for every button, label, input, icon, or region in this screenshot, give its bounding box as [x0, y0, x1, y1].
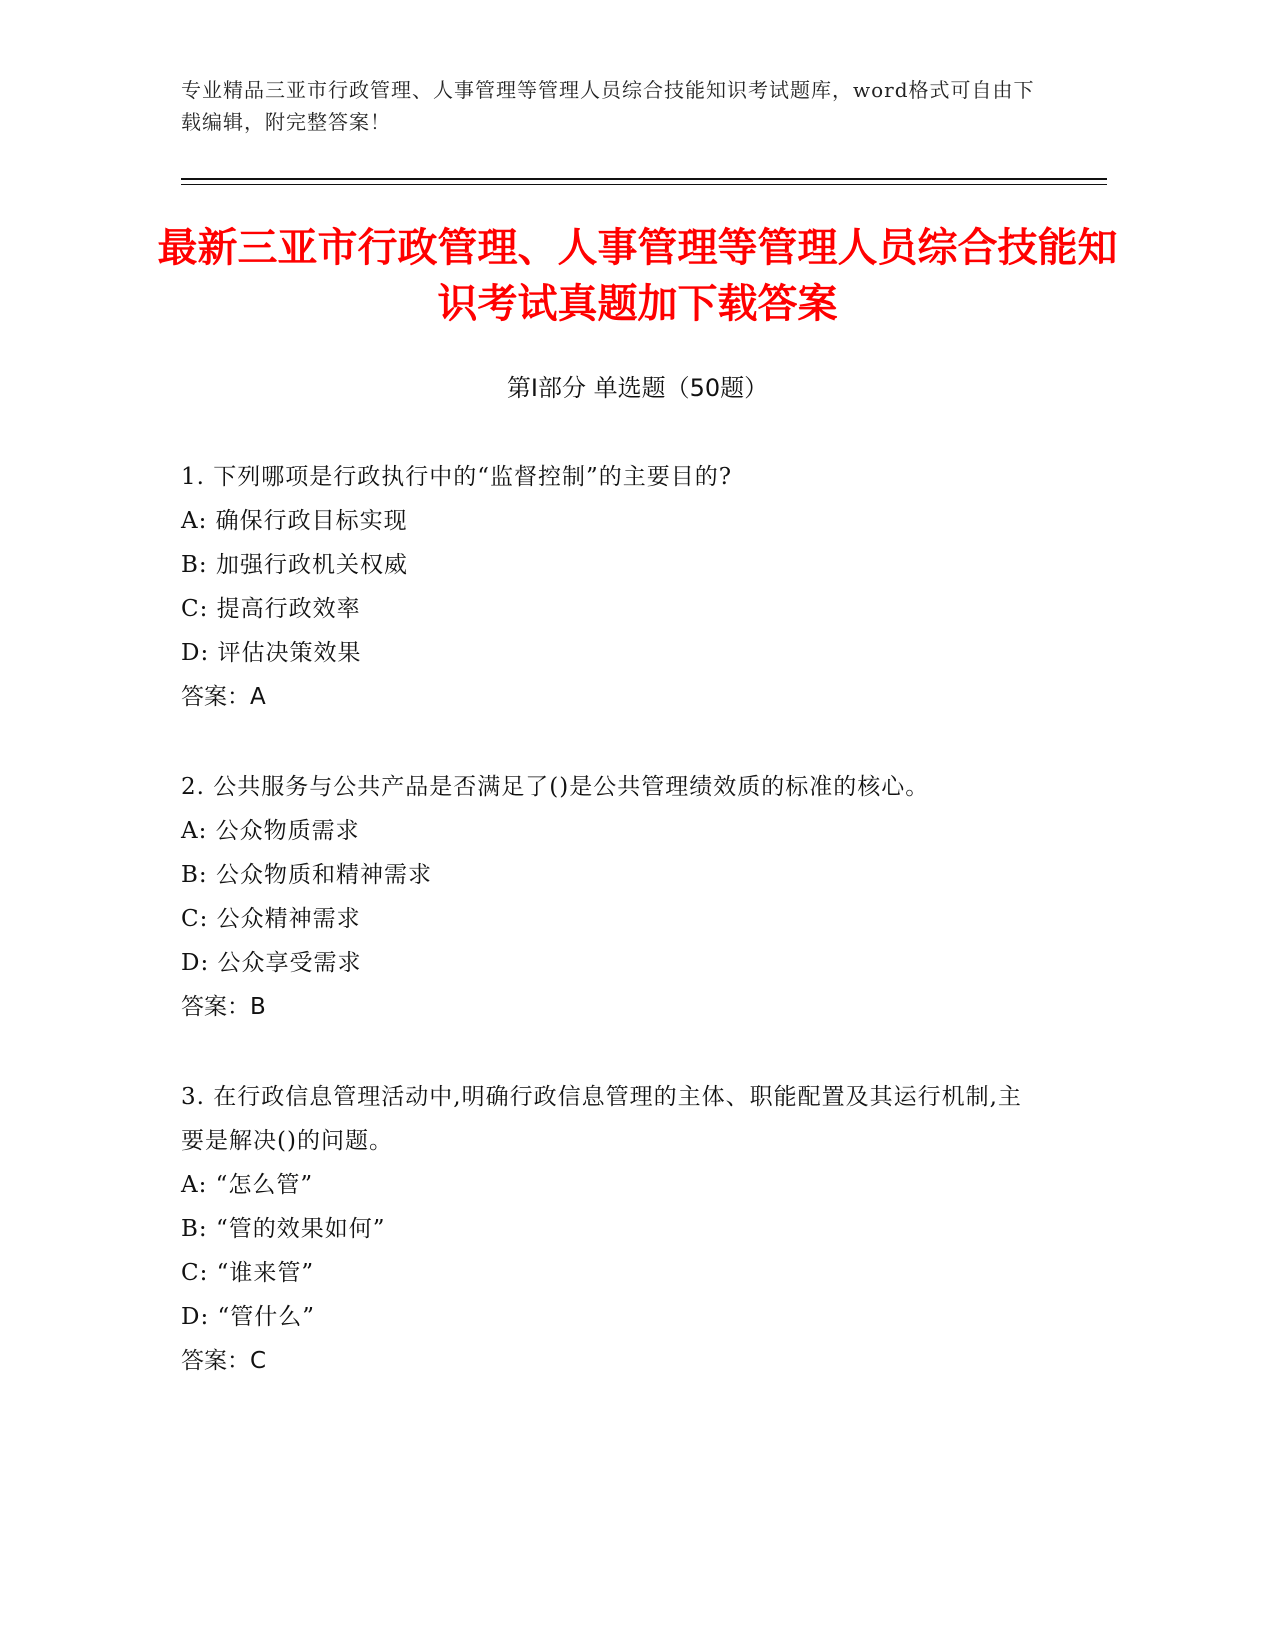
- question-stem: 2. 公共服务与公共产品是否满足了()是公共管理绩效质的标准的核心。: [181, 774, 930, 800]
- option-c: C: 提高行政效率: [181, 596, 361, 622]
- question-3: [181, 1075, 1041, 1383]
- header-rule-thin: [181, 184, 1107, 185]
- option-a: A: 公众物质需求: [181, 818, 360, 844]
- header-note: 专业精品三亚市行政管理、人事管理等管理人员综合技能知识考试题库，word格式可自由下载编辑，附完整答案！: [181, 78, 1035, 134]
- question-stem: 1. 下列哪项是行政执行中的“监督控制”的主要目的?: [181, 464, 733, 490]
- question-list: [181, 455, 1041, 1429]
- option-c: C: “谁来管”: [181, 1260, 315, 1286]
- header-rule-thick: [181, 178, 1107, 180]
- option-d: D: 评估决策效果: [181, 640, 362, 666]
- answer: 答案：C: [181, 1348, 267, 1374]
- answer: 答案：A: [181, 684, 266, 710]
- option-b: B: 加强行政机关权威: [181, 552, 408, 578]
- option-b: B: 公众物质和精神需求: [181, 862, 432, 888]
- option-a: A: “怎么管”: [181, 1172, 314, 1198]
- question-1: [181, 455, 1041, 719]
- option-a: A: 确保行政目标实现: [181, 508, 408, 534]
- option-b: B: “管的效果如何”: [181, 1216, 386, 1242]
- option-d: D: 公众享受需求: [181, 950, 362, 976]
- option-c: C: 公众精神需求: [181, 906, 361, 932]
- document-title: 最新三亚市行政管理、人事管理等管理人员综合技能知识考试真题加下载答案: [157, 225, 1118, 327]
- section-title: 第Ⅰ部分 单选题（50题）: [506, 374, 769, 402]
- question-2: [181, 765, 1041, 1029]
- answer: 答案：B: [181, 994, 266, 1020]
- option-d: D: “管什么”: [181, 1304, 316, 1330]
- question-stem: 3. 在行政信息管理活动中,明确行政信息管理的主体、职能配置及其运行机制,主要是解决()的问题。: [181, 1084, 1022, 1154]
